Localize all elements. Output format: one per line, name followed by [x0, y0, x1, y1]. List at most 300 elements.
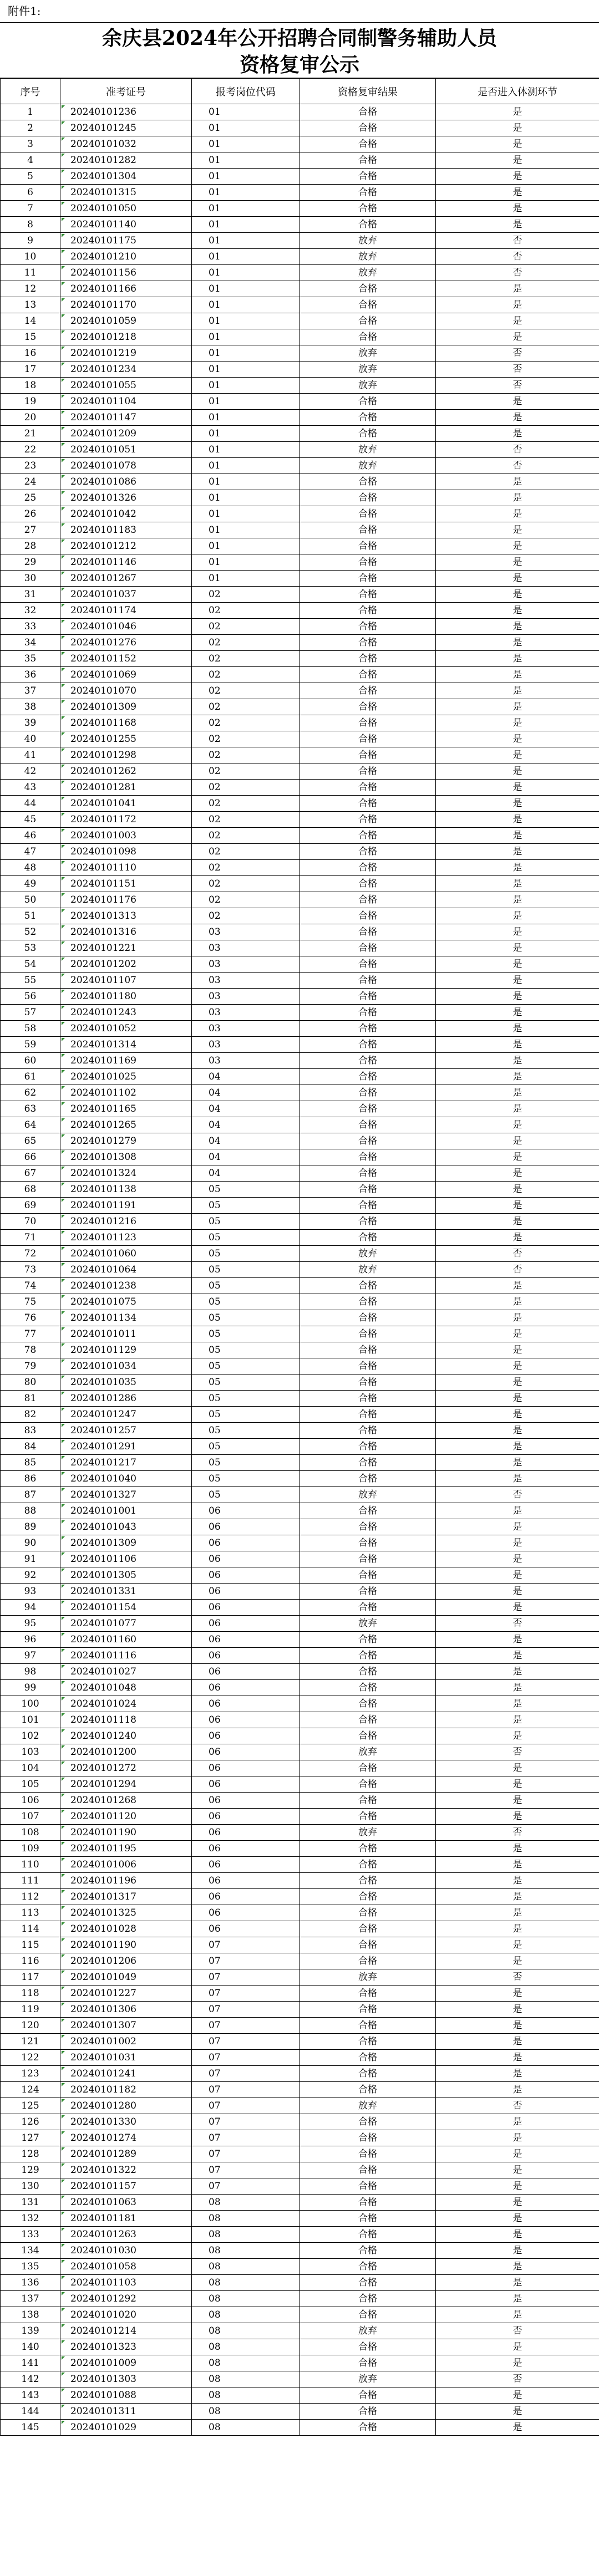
table-row: [1, 1230, 599, 1246]
table-row: [1, 2146, 599, 2162]
table-row: [1, 474, 599, 490]
position-code: 01: [192, 136, 300, 152]
fitness-test: 是: [436, 1889, 599, 1905]
position-code: 04: [192, 1069, 300, 1085]
position-code: 05: [192, 1471, 300, 1487]
ticket-number: 20240101172: [60, 812, 192, 828]
ticket-number: 20240101325: [60, 1905, 192, 1921]
fitness-test: 否: [436, 1825, 599, 1841]
table-row: [1, 2082, 599, 2098]
attachment-label: 附件1:: [0, 0, 599, 23]
fitness-test: 否: [436, 249, 599, 265]
row-index: 47: [1, 844, 60, 860]
review-result: 合格: [300, 587, 436, 603]
row-index: 29: [1, 554, 60, 571]
row-index: 141: [1, 2355, 60, 2371]
fitness-test: 是: [436, 2339, 599, 2355]
review-result: 合格: [300, 394, 436, 410]
fitness-test: 是: [436, 522, 599, 538]
position-code: 06: [192, 1889, 300, 1905]
review-result: 合格: [300, 1728, 436, 1744]
table-row: [1, 1986, 599, 2002]
review-result: 合格: [300, 2178, 436, 2195]
row-index: 37: [1, 683, 60, 699]
position-code: 06: [192, 1921, 300, 1937]
fitness-test: 是: [436, 1037, 599, 1053]
review-result: 放弃: [300, 345, 436, 362]
review-result: 合格: [300, 1696, 436, 1712]
position-code: 08: [192, 2259, 300, 2275]
ticket-number: 20240101152: [60, 651, 192, 667]
table-row: [1, 1423, 599, 1439]
ticket-number: 20240101175: [60, 233, 192, 249]
position-code: 01: [192, 426, 300, 442]
row-index: 53: [1, 940, 60, 956]
review-result: 合格: [300, 860, 436, 876]
position-code: 02: [192, 892, 300, 908]
review-result: 合格: [300, 844, 436, 860]
table-row: [1, 1503, 599, 1519]
ticket-number: 20240101011: [60, 1326, 192, 1342]
row-index: 16: [1, 345, 60, 362]
fitness-test: 是: [436, 1584, 599, 1600]
row-index: 121: [1, 2034, 60, 2050]
ticket-number: 20240101043: [60, 1519, 192, 1535]
table-row: [1, 1455, 599, 1471]
row-index: 104: [1, 1760, 60, 1776]
ticket-number: 20240101227: [60, 1986, 192, 2002]
header-review-result: 资格复审结果: [300, 79, 436, 104]
row-index: 135: [1, 2259, 60, 2275]
position-code: 04: [192, 1149, 300, 1165]
position-code: 07: [192, 2050, 300, 2066]
review-result: 合格: [300, 1182, 436, 1198]
position-code: 07: [192, 2162, 300, 2178]
position-code: 01: [192, 506, 300, 522]
fitness-test: 是: [436, 2404, 599, 2420]
table-row: [1, 313, 599, 329]
review-result: 放弃: [300, 458, 436, 474]
table-row: [1, 2002, 599, 2018]
row-index: 133: [1, 2227, 60, 2243]
position-code: 06: [192, 1873, 300, 1889]
row-index: 71: [1, 1230, 60, 1246]
table-row: [1, 1117, 599, 1133]
row-index: 77: [1, 1326, 60, 1342]
fitness-test: 是: [436, 1712, 599, 1728]
ticket-number: 20240101183: [60, 522, 192, 538]
table-row: [1, 635, 599, 651]
review-result: 合格: [300, 973, 436, 989]
table-row: [1, 2339, 599, 2355]
fitness-test: 是: [436, 924, 599, 940]
position-code: 02: [192, 828, 300, 844]
row-index: 64: [1, 1117, 60, 1133]
ticket-number: 20240101069: [60, 667, 192, 683]
table-row: [1, 1471, 599, 1487]
position-code: 06: [192, 1503, 300, 1519]
fitness-test: 是: [436, 169, 599, 185]
row-index: 96: [1, 1632, 60, 1648]
table-row: [1, 152, 599, 169]
ticket-number: 20240101151: [60, 876, 192, 892]
row-index: 115: [1, 1937, 60, 1953]
row-index: 90: [1, 1535, 60, 1551]
row-index: 5: [1, 169, 60, 185]
ticket-number: 20240101274: [60, 2130, 192, 2146]
review-result: 合格: [300, 1921, 436, 1937]
position-code: 05: [192, 1326, 300, 1342]
ticket-number: 20240101331: [60, 1584, 192, 1600]
review-result: 合格: [300, 297, 436, 313]
fitness-test: 是: [436, 2211, 599, 2227]
position-code: 07: [192, 2066, 300, 2082]
table-row: [1, 1728, 599, 1744]
fitness-test: 否: [436, 2323, 599, 2339]
review-result: 合格: [300, 651, 436, 667]
row-index: 13: [1, 297, 60, 313]
ticket-number: 20240101265: [60, 1117, 192, 1133]
ticket-number: 20240101040: [60, 1471, 192, 1487]
position-code: 06: [192, 1584, 300, 1600]
header-fitness-test: 是否进入体测环节: [436, 79, 599, 104]
table-row: [1, 699, 599, 715]
row-index: 134: [1, 2243, 60, 2259]
ticket-number: 20240101292: [60, 2291, 192, 2307]
review-result: 合格: [300, 1600, 436, 1616]
row-index: 138: [1, 2307, 60, 2323]
table-row: [1, 2355, 599, 2371]
fitness-test: 是: [436, 2114, 599, 2130]
position-code: 02: [192, 731, 300, 747]
fitness-test: 是: [436, 281, 599, 297]
fitness-test: 是: [436, 731, 599, 747]
row-index: 33: [1, 619, 60, 635]
ticket-number: 20240101190: [60, 1937, 192, 1953]
review-result: 合格: [300, 956, 436, 973]
table-row: [1, 763, 599, 780]
ticket-number: 20240101030: [60, 2243, 192, 2259]
ticket-number: 20240101234: [60, 362, 192, 378]
position-code: 07: [192, 2018, 300, 2034]
position-code: 01: [192, 313, 300, 329]
fitness-test: 是: [436, 217, 599, 233]
review-result: 合格: [300, 2420, 436, 2436]
ticket-number: 20240101180: [60, 989, 192, 1005]
review-result: 合格: [300, 2162, 436, 2178]
ticket-number: 20240101037: [60, 587, 192, 603]
ticket-number: 20240101031: [60, 2050, 192, 2066]
table-row: [1, 1037, 599, 1053]
position-code: 01: [192, 522, 300, 538]
table-row: [1, 2371, 599, 2387]
review-result: 合格: [300, 763, 436, 780]
review-result: 合格: [300, 185, 436, 201]
ticket-number: 20240101001: [60, 1503, 192, 1519]
review-result: 合格: [300, 2211, 436, 2227]
position-code: 04: [192, 1117, 300, 1133]
row-index: 82: [1, 1407, 60, 1423]
review-result: 合格: [300, 1053, 436, 1069]
row-index: 9: [1, 233, 60, 249]
ticket-number: 20240101118: [60, 1712, 192, 1728]
review-result: 合格: [300, 603, 436, 619]
row-index: 137: [1, 2291, 60, 2307]
position-code: 02: [192, 860, 300, 876]
position-code: 02: [192, 587, 300, 603]
position-code: 07: [192, 2178, 300, 2195]
ticket-number: 20240101160: [60, 1632, 192, 1648]
row-index: 85: [1, 1455, 60, 1471]
ticket-number: 20240101306: [60, 2002, 192, 2018]
fitness-test: 是: [436, 1728, 599, 1744]
ticket-number: 20240101212: [60, 538, 192, 554]
review-result: 放弃: [300, 1246, 436, 1262]
row-index: 35: [1, 651, 60, 667]
fitness-test: 是: [436, 2275, 599, 2291]
ticket-number: 20240101240: [60, 1728, 192, 1744]
ticket-number: 20240101245: [60, 120, 192, 136]
review-result: 合格: [300, 410, 436, 426]
row-index: 10: [1, 249, 60, 265]
table-row: [1, 2323, 599, 2339]
table-row: [1, 1165, 599, 1182]
table-row: [1, 1519, 599, 1535]
review-result: 合格: [300, 2002, 436, 2018]
review-result: 合格: [300, 490, 436, 506]
ticket-number: 20240101138: [60, 1182, 192, 1198]
review-result: 合格: [300, 1423, 436, 1439]
title-line-1: 余庆县2024年公开招聘合同制警务辅助人员: [101, 27, 498, 50]
ticket-number: 20240101304: [60, 169, 192, 185]
ticket-number: 20240101009: [60, 2355, 192, 2371]
position-code: 03: [192, 1005, 300, 1021]
position-code: 05: [192, 1407, 300, 1423]
row-index: 43: [1, 780, 60, 796]
review-result: 合格: [300, 1760, 436, 1776]
row-index: 145: [1, 2420, 60, 2436]
table-row: [1, 715, 599, 731]
review-result: 合格: [300, 1648, 436, 1664]
table-row: [1, 1391, 599, 1407]
table-row: [1, 571, 599, 587]
ticket-number: 20240101210: [60, 249, 192, 265]
ticket-number: 20240101247: [60, 1407, 192, 1423]
fitness-test: 是: [436, 796, 599, 812]
fitness-test: 否: [436, 233, 599, 249]
position-code: 07: [192, 2034, 300, 2050]
position-code: 05: [192, 1278, 300, 1294]
row-index: 23: [1, 458, 60, 474]
ticket-number: 20240101255: [60, 731, 192, 747]
ticket-number: 20240101191: [60, 1198, 192, 1214]
review-result: 放弃: [300, 1825, 436, 1841]
ticket-number: 20240101267: [60, 571, 192, 587]
ticket-number: 20240101034: [60, 1358, 192, 1374]
review-result: 合格: [300, 152, 436, 169]
table-row: [1, 2114, 599, 2130]
table-row: [1, 538, 599, 554]
row-index: 63: [1, 1101, 60, 1117]
table-row: [1, 1905, 599, 1921]
table-row: [1, 185, 599, 201]
fitness-test: 是: [436, 1294, 599, 1310]
ticket-number: 20240101282: [60, 152, 192, 169]
ticket-number: 20240101281: [60, 780, 192, 796]
row-index: 131: [1, 2195, 60, 2211]
fitness-test: 是: [436, 1937, 599, 1953]
row-index: 69: [1, 1198, 60, 1214]
fitness-test: 是: [436, 120, 599, 136]
position-code: 06: [192, 1728, 300, 1744]
table-row: [1, 956, 599, 973]
table-row: [1, 136, 599, 152]
table-row: [1, 1809, 599, 1825]
row-index: 117: [1, 1969, 60, 1986]
row-index: 14: [1, 313, 60, 329]
position-code: 02: [192, 763, 300, 780]
fitness-test: 是: [436, 506, 599, 522]
table-row: [1, 120, 599, 136]
table-row: [1, 1712, 599, 1728]
review-result: 合格: [300, 426, 436, 442]
row-index: 74: [1, 1278, 60, 1294]
ticket-number: 20240101140: [60, 217, 192, 233]
table-row: [1, 297, 599, 313]
table-row: [1, 1326, 599, 1342]
position-code: 04: [192, 1101, 300, 1117]
fitness-test: 是: [436, 619, 599, 635]
row-index: 21: [1, 426, 60, 442]
ticket-number: 20240101330: [60, 2114, 192, 2130]
fitness-test: 是: [436, 1873, 599, 1889]
position-code: 01: [192, 554, 300, 571]
fitness-test: 否: [436, 1616, 599, 1632]
fitness-test: 是: [436, 1423, 599, 1439]
ticket-number: 20240101049: [60, 1969, 192, 1986]
table-row: [1, 1584, 599, 1600]
ticket-number: 20240101032: [60, 136, 192, 152]
row-index: 67: [1, 1165, 60, 1182]
fitness-test: 是: [436, 683, 599, 699]
ticket-number: 20240101195: [60, 1841, 192, 1857]
ticket-number: 20240101257: [60, 1423, 192, 1439]
table-row: [1, 2275, 599, 2291]
table-row: [1, 394, 599, 410]
review-result: 合格: [300, 1680, 436, 1696]
fitness-test: 是: [436, 136, 599, 152]
position-code: 02: [192, 747, 300, 763]
position-code: 01: [192, 410, 300, 426]
review-result: 合格: [300, 136, 436, 152]
fitness-test: 是: [436, 1760, 599, 1776]
table-row: [1, 780, 599, 796]
position-code: 01: [192, 378, 300, 394]
ticket-number: 20240101035: [60, 1374, 192, 1391]
row-index: 114: [1, 1921, 60, 1937]
review-result: 合格: [300, 104, 436, 120]
fitness-test: 是: [436, 747, 599, 763]
ticket-number: 20240101063: [60, 2195, 192, 2211]
row-index: 28: [1, 538, 60, 554]
ticket-number: 20240101182: [60, 2082, 192, 2098]
row-index: 95: [1, 1616, 60, 1632]
ticket-number: 20240101238: [60, 1278, 192, 1294]
review-result: 合格: [300, 683, 436, 699]
header-position-code: 报考岗位代码: [192, 79, 300, 104]
fitness-test: 否: [436, 458, 599, 474]
fitness-test: 是: [436, 908, 599, 924]
position-code: 05: [192, 1358, 300, 1374]
review-result: 合格: [300, 812, 436, 828]
ticket-number: 20240101146: [60, 554, 192, 571]
ticket-number: 20240101294: [60, 1776, 192, 1793]
table-row: [1, 249, 599, 265]
ticket-number: 20240101313: [60, 908, 192, 924]
row-index: 110: [1, 1857, 60, 1873]
review-result: 合格: [300, 1503, 436, 1519]
table-row: [1, 667, 599, 683]
review-result: 合格: [300, 1937, 436, 1953]
fitness-test: 是: [436, 1664, 599, 1680]
fitness-test: 否: [436, 1744, 599, 1760]
fitness-test: 否: [436, 1487, 599, 1503]
review-result: 合格: [300, 1294, 436, 1310]
position-code: 06: [192, 1648, 300, 1664]
row-index: 94: [1, 1600, 60, 1616]
fitness-test: 是: [436, 1986, 599, 2002]
table-row: [1, 1053, 599, 1069]
position-code: 05: [192, 1294, 300, 1310]
ticket-number: 20240101218: [60, 329, 192, 345]
ticket-number: 20240101322: [60, 2162, 192, 2178]
row-index: 120: [1, 2018, 60, 2034]
review-result: 合格: [300, 780, 436, 796]
position-code: 05: [192, 1374, 300, 1391]
review-result: 合格: [300, 1278, 436, 1294]
fitness-test: 是: [436, 2195, 599, 2211]
row-index: 24: [1, 474, 60, 490]
row-index: 127: [1, 2130, 60, 2146]
ticket-number: 20240101107: [60, 973, 192, 989]
fitness-test: 是: [436, 940, 599, 956]
review-result: 合格: [300, 281, 436, 297]
position-code: 06: [192, 1632, 300, 1648]
ticket-number: 20240101241: [60, 2066, 192, 2082]
position-code: 08: [192, 2371, 300, 2387]
table-row: [1, 1889, 599, 1905]
fitness-test: 是: [436, 1648, 599, 1664]
review-result: 合格: [300, 1712, 436, 1728]
position-code: 02: [192, 619, 300, 635]
table-row: [1, 217, 599, 233]
ticket-number: 20240101272: [60, 1760, 192, 1776]
row-index: 61: [1, 1069, 60, 1085]
position-code: 01: [192, 120, 300, 136]
position-code: 08: [192, 2420, 300, 2436]
fitness-test: 是: [436, 1567, 599, 1584]
row-index: 111: [1, 1873, 60, 1889]
table-row: [1, 844, 599, 860]
row-index: 1: [1, 104, 60, 120]
review-result: 合格: [300, 1005, 436, 1021]
row-index: 144: [1, 2404, 60, 2420]
review-result: 合格: [300, 892, 436, 908]
ticket-number: 20240101327: [60, 1487, 192, 1503]
ticket-number: 20240101147: [60, 410, 192, 426]
row-index: 107: [1, 1809, 60, 1825]
position-code: 01: [192, 345, 300, 362]
